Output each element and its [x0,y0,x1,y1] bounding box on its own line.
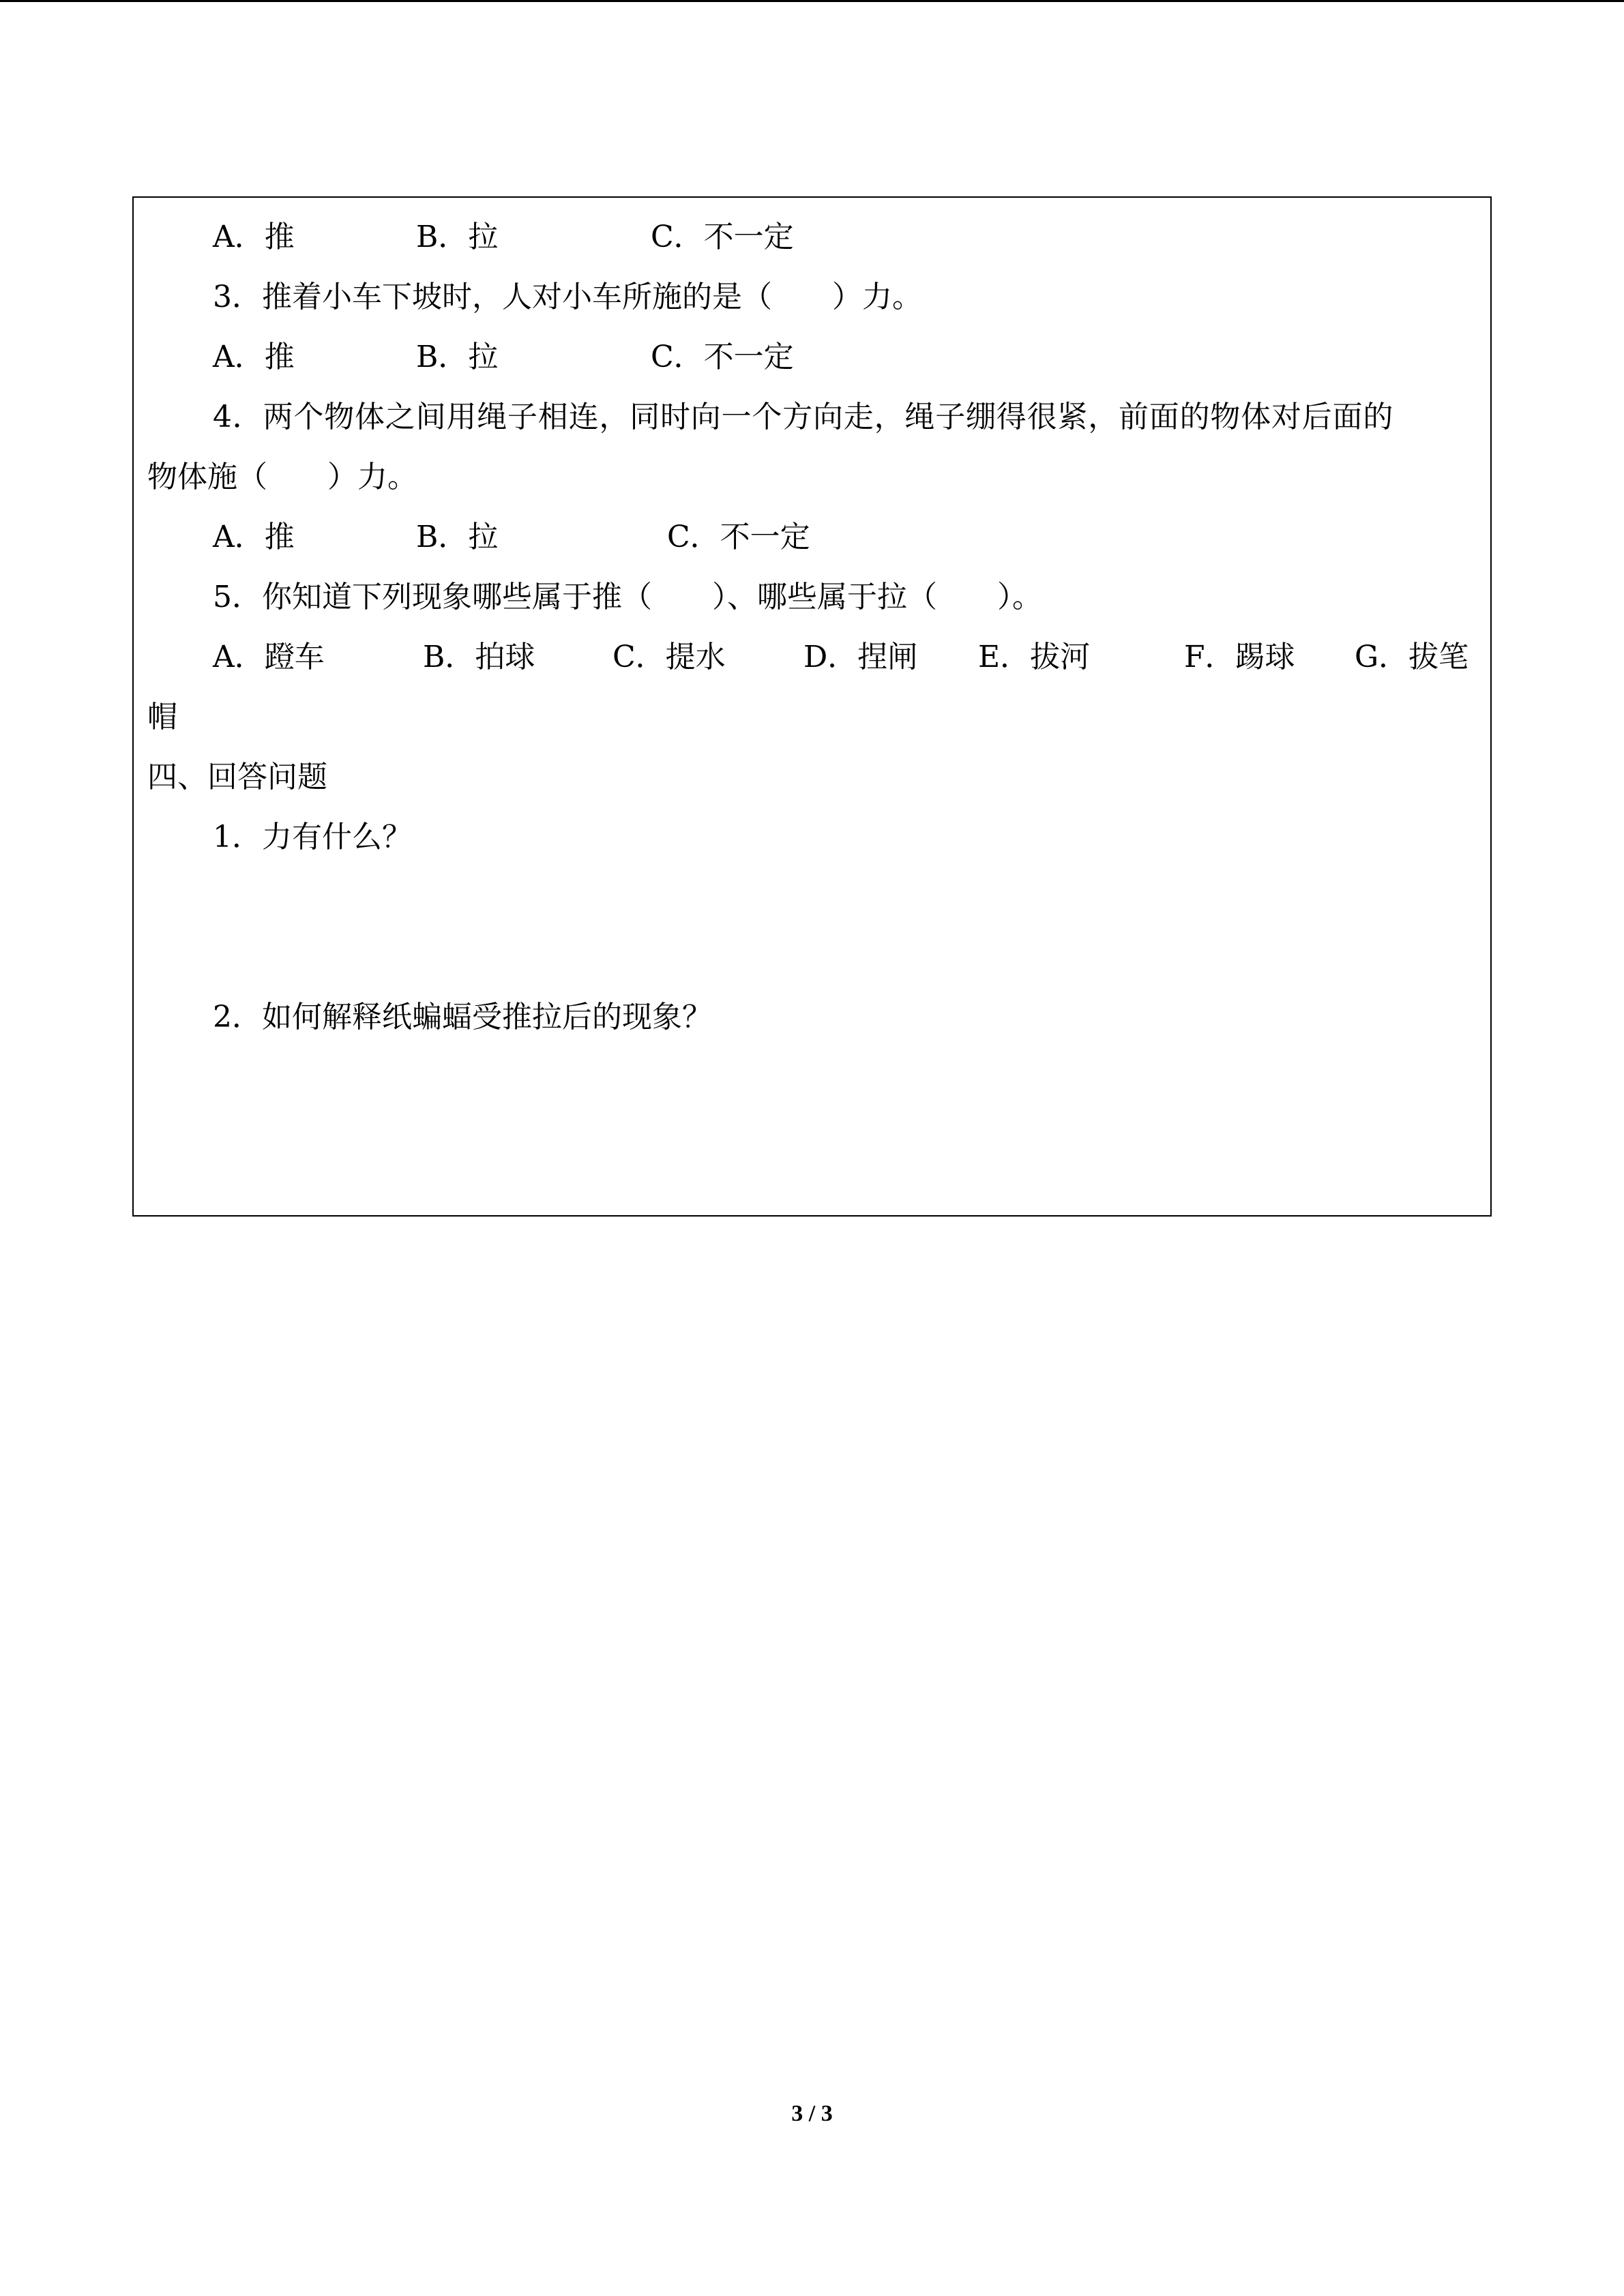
option-a-pedal-bike: A．蹬车 [213,640,325,674]
top-border-line [0,0,1624,2]
option-e-tug-of-war: E．拔河 [978,640,1091,674]
option-b-bounce-ball: B．拍球 [423,640,535,674]
question-5: 5．你知道下列现象哪些属于推（ ）、哪些属于拉（ ）。 [213,580,1042,614]
answer-question-1: 1．力有什么？ [213,820,412,854]
option-c-uncertain: C．不一定 [651,220,794,254]
option-g-pull-pen-cap: G．拔笔 [1355,640,1469,674]
worksheet-box [132,196,1492,1217]
option-a-push: A．推 [213,340,295,374]
option-f-kick-ball: F．踢球 [1184,640,1295,674]
option-d-squeeze-brake: D．捏闸 [803,640,918,674]
option-c-uncertain: C．不一定 [651,340,794,374]
option-a-push: A．推 [213,220,295,254]
question-4-line-1: 4．两个物体之间用绳子相连，同时向一个方向走，绳子绷得很紧，前面的物体对后面的 [213,400,1394,434]
option-a-push: A．推 [213,520,295,554]
option-b-pull: B．拉 [416,340,499,374]
option-b-pull: B．拉 [416,520,499,554]
page-number: 3 / 3 [791,2101,833,2126]
option-c-carry-water: C．提水 [612,640,726,674]
question-4-line-2: 物体施（ ）力。 [147,460,417,494]
option-g-wrap: 帽 [147,700,177,734]
option-c-uncertain: C．不一定 [667,520,810,554]
section-4-heading: 四、回答问题 [147,760,327,794]
question-3: 3．推着小车下坡时，人对小车所施的是（ ）力。 [213,280,922,314]
option-b-pull: B．拉 [416,220,499,254]
answer-question-2: 2．如何解释纸蝙蝠受推拉后的现象？ [213,1000,712,1034]
